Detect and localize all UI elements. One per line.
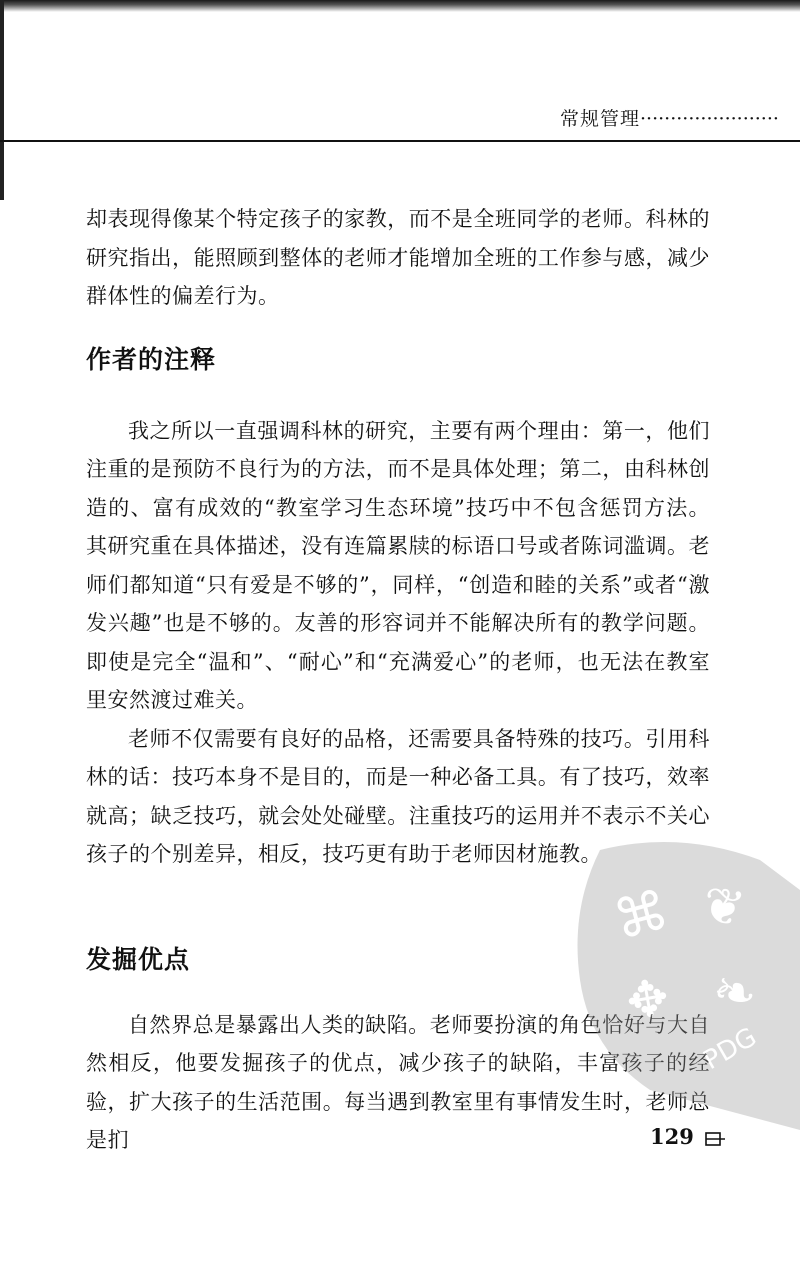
- paragraph-authors-note-1: 我之所以一直强调科林的研究，主要有两个理由：第一，他们注重的是预防不良行为的方法，而不是具体处理；第二，由科林创造的、富有成效的“教室学习生态环境”技巧中不包含惩罚方法。其研究重在具体描述，没有连篇累牍的标语口号或者陈词滥调。老师们都知道“只有爱是不够的”，同样，“创造和睦的关系”或者“激发兴趣”也是不够的。友善的形容词并不能解决所有的教学问题。即使是完全“温和”、“耐心”和“充满爱心”的老师，也无法在教室里安然渡过难关。: [86, 418, 710, 712]
- section-heading-discover-strengths: 发掘优点: [86, 944, 191, 974]
- scan-edge-top: [0, 0, 800, 12]
- paragraph-authors-note-2: 老师不仅需要有良好的品格，还需要具备特殊的技巧。引用科林的话：技巧本身不是目的，而是一种必备工具。有了技巧，效率就高；缺乏技巧，就会处处碰壁。注重技巧的运用并不表示不关心孩子的个别差异，相反，技巧更有助于老师因材施教。: [86, 726, 710, 866]
- running-header-dots: ·······················: [640, 108, 779, 130]
- page-number: [650, 1124, 725, 1149]
- scan-edge-left: [0, 0, 4, 200]
- seal-stamp-watermark-icon: [560, 830, 800, 1130]
- running-header: [560, 104, 779, 131]
- svg-text:⌘: ⌘: [607, 877, 676, 953]
- paragraph-continuation: 却表现得像某个特定孩子的家教，而不是全班同学的老师。科林的研究指出，能照顾到整体的老师才能增加全班的工作参与感，减少群体性的偏差行为。: [86, 207, 710, 308]
- header-rule: [0, 140, 800, 142]
- svg-text:❦: ❦: [697, 874, 750, 940]
- page-corner-mark-icon: [705, 1132, 725, 1146]
- svg-text:❧: ❧: [707, 959, 763, 1027]
- running-header-title: 常规管理: [560, 108, 641, 130]
- svg-text:✥: ✥: [622, 967, 674, 1032]
- watermark-pdg-text: PDG: [698, 1022, 762, 1077]
- page-number-value: 129: [650, 1124, 694, 1149]
- section-heading-authors-note: 作者的注释: [86, 344, 217, 374]
- paragraph-discover-strengths: 自然界总是暴露出人类的缺陷。老师要扮演的角色恰好与大自然相反，他要发掘孩子的优点，减少孩子的缺陷，丰富孩子的经验，扩大孩子的生活范围。每当遇到教室里有事情发生时，老师总是扪: [86, 1012, 710, 1152]
